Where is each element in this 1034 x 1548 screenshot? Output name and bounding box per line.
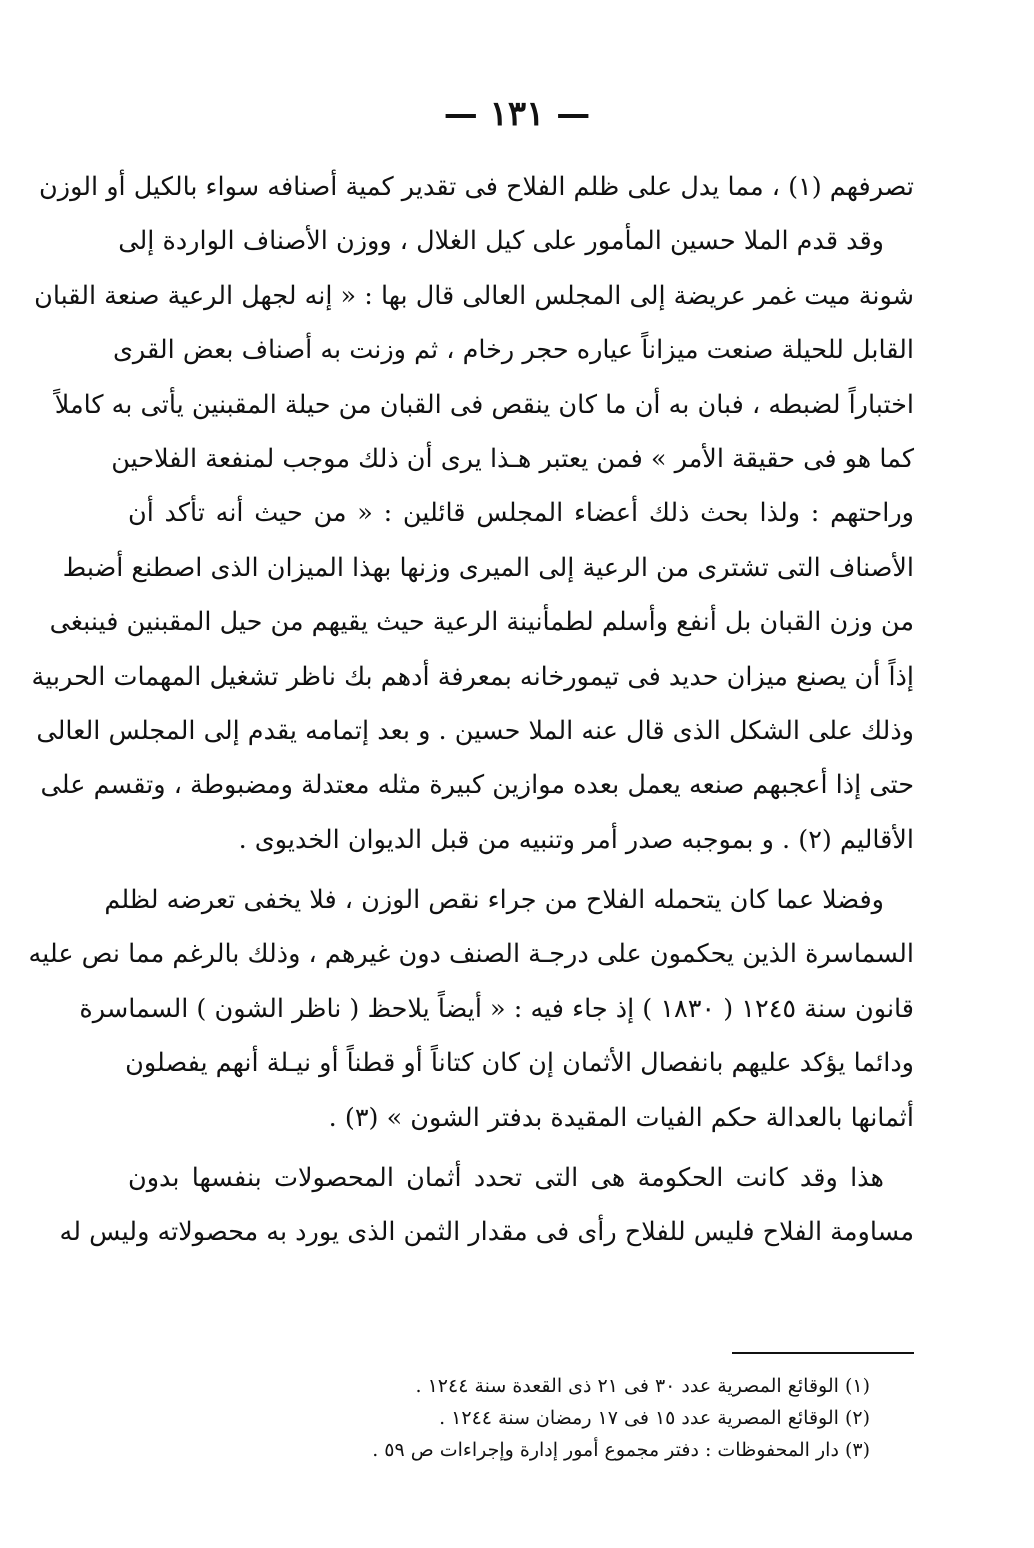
body-line: وفضلا عما كان يتحمله الفلاح من جراء نقص الوزن ، فلا يخفى تعرضه لظلم	[104, 885, 884, 916]
body-line: كما هو فى حقيقة الأمر » فمن يعتبر هـذا يرى أن ذلك موجب لمنفعة الفلاحين	[111, 443, 914, 474]
body-line: وقد قدم الملا حسين المأمور على كيل الغلال ، ووزن الأصناف الواردة إلى	[118, 226, 884, 257]
body-line: الأصناف التى تشترى من الرعية إلى الميرى وزنها بهذا الميزان الذى اصطنع أضبط	[62, 552, 914, 583]
body-line: إذاً أن يصنع ميزان حديد فى تيمورخانه بمعرفة أدهم بك ناظر تشغيل المهمات الحربية	[31, 661, 914, 692]
body-line: ودائما يؤكد عليهم بانفصال الأثمان إن كان كتاناً أو قطناً أو نيـلة أنهم يفصلون	[125, 1048, 914, 1079]
body-line: الأقاليم (٢) . و بموجبه صدر أمر وتنبيه من قبل الديوان الخديوى .	[238, 824, 914, 855]
body-line: اختباراً لضبطه ، فبان به أن ما كان ينقص فى القبان من حيلة المقبنين يأتى به كاملاً	[54, 389, 914, 420]
body-line: قانون سنة ١٢٤٥ ( ١٨٣٠ ) إذ جاء فيه : « أيضاً يلاحظ ( ناظر الشون ) السماسرة	[79, 993, 914, 1024]
body-line: هذا وقد كانت الحكومة هى التى تحدد أثمان المحصولات بنفسها بدون	[128, 1163, 884, 1194]
body-line: القابل للحيلة صنعت ميزاناً عياره حجر رخام ، ثم وزنت به أصناف بعض القرى	[112, 335, 914, 366]
footnote-3: (٣) دار المحفوظات : دفتر مجموع أمور إدارة وإجراءات ص ٥٩ .	[372, 1439, 870, 1461]
page-number: — ١٣١ —	[443, 94, 591, 134]
body-line: وراحتهم : ولذا بحث ذلك أعضاء المجلس قائلين : « من حيث أنه تأكد أن	[128, 498, 914, 529]
body-text	[28, 160, 914, 1260]
footnotes	[200, 1370, 870, 1466]
body-line: أثمانها بالعدالة حكم الفيات المقيدة بدفتر الشون » (٣) .	[328, 1102, 914, 1133]
body-line: مساومة الفلاح فليس للفلاح رأى فى مقدار الثمن الذى يورد به محصولاته وليس له	[59, 1217, 914, 1248]
footnote-1: (١) الوقائع المصرية عدد ٣٠ فى ٢١ ذى القعدة سنة ١٢٤٤ .	[415, 1375, 870, 1397]
body-line: من وزن القبان بل أنفع وأسلم لطمأنينة الرعية حيث يقيهم من حيل المقبنين فينبغى	[49, 607, 914, 638]
body-line: تصرفهم (١) ، مما يدل على ظلم الفلاح فى تقدير كمية أصنافه سواء بالكيل أو الوزن	[39, 172, 914, 202]
footnote-2: (٢) الوقائع المصرية عدد ١٥ فى ١٧ رمضان سنة ١٢٤٤ .	[439, 1407, 870, 1429]
body-line: وذلك على الشكل الذى قال عنه الملا حسين . و بعد إتمامه يقدم إلى المجلس العالى	[36, 715, 914, 746]
body-line: شونة ميت غمر عريضة إلى المجلس العالى قال بها : « إنه لجهل الرعية صنعة القبان	[34, 280, 914, 311]
body-line: السماسرة الذين يحكمون على درجـة الصنف دون غيرهم ، وذلك بالرغم مما نص عليه	[28, 939, 914, 970]
footnote-divider	[732, 1352, 914, 1354]
body-line: حتى إذا أعجبهم صنعه يعمل بعده موازين كبيرة مثله معتدلة ومضبوطة ، وتقسم على	[40, 770, 914, 801]
